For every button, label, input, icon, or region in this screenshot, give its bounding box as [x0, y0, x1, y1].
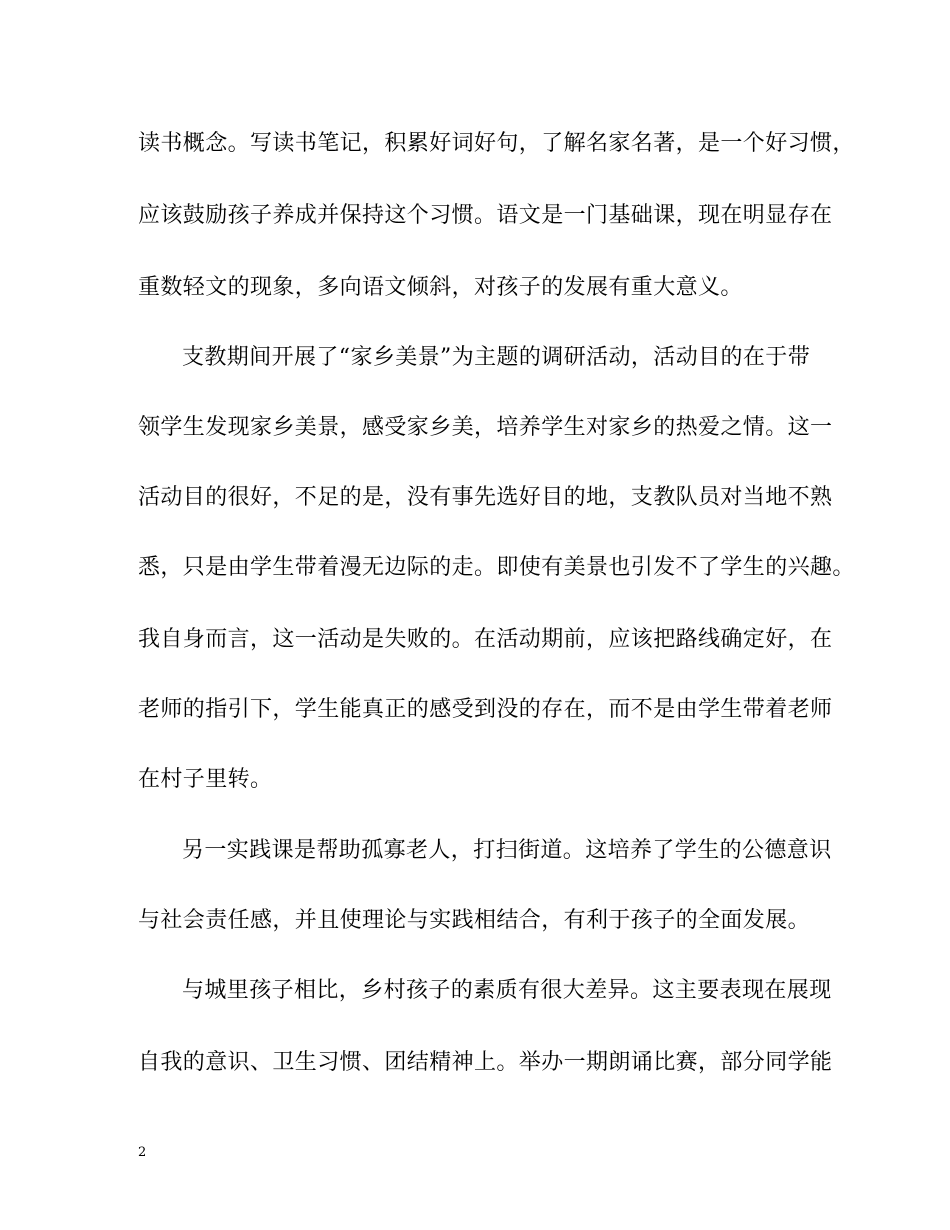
text-line: 悉，只是由学生带着漫无边际的走。即使有美景也引发不了学生的兴趣。 — [138, 555, 855, 580]
text-line: 应该鼓励孩子养成并保持这个习惯。语文是一门基础课，现在明显存在 — [138, 203, 833, 228]
text-line: 老师的指引下，学生能真正的感受到没的存在，而不是由学生带着老师 — [138, 697, 833, 722]
text-line: 自我的意识、卫生习惯、团结精神上。举办一期朗诵比赛，部分同学能 — [138, 1050, 833, 1075]
text-line: 支教期间开展了“家乡美景”为主题的调研活动，活动目的在于带 — [182, 345, 811, 370]
text-line: 领学生发现家乡美景，感受家乡美，培养学生对家乡的热爱之情。这一 — [138, 415, 833, 440]
text-line: 活动目的很好，不足的是，没有事先选好目的地，支教队员对当地不熟 — [138, 485, 833, 510]
text-line: 与社会责任感，并且使理论与实践相结合，有利于孩子的全面发展。 — [138, 908, 811, 933]
text-line: 重数轻文的现象，多向语文倾斜，对孩子的发展有重大意义。 — [138, 275, 743, 300]
page-number: 2 — [138, 1145, 147, 1160]
text-line: 在村子里转。 — [138, 767, 273, 792]
text-line: 另一实践课是帮助孤寡老人，打扫街道。这培养了学生的公德意识 — [182, 838, 832, 863]
text-line: 我自身而言，这一活动是失败的。在活动期前，应该把路线确定好，在 — [138, 627, 833, 652]
text-line: 与城里孩子相比，乡村孩子的素质有很大差异。这主要表现在展现 — [182, 978, 832, 1003]
text-line: 读书概念。写读书笔记，积累好词好句，了解名家名著，是一个好习惯， — [138, 131, 855, 156]
